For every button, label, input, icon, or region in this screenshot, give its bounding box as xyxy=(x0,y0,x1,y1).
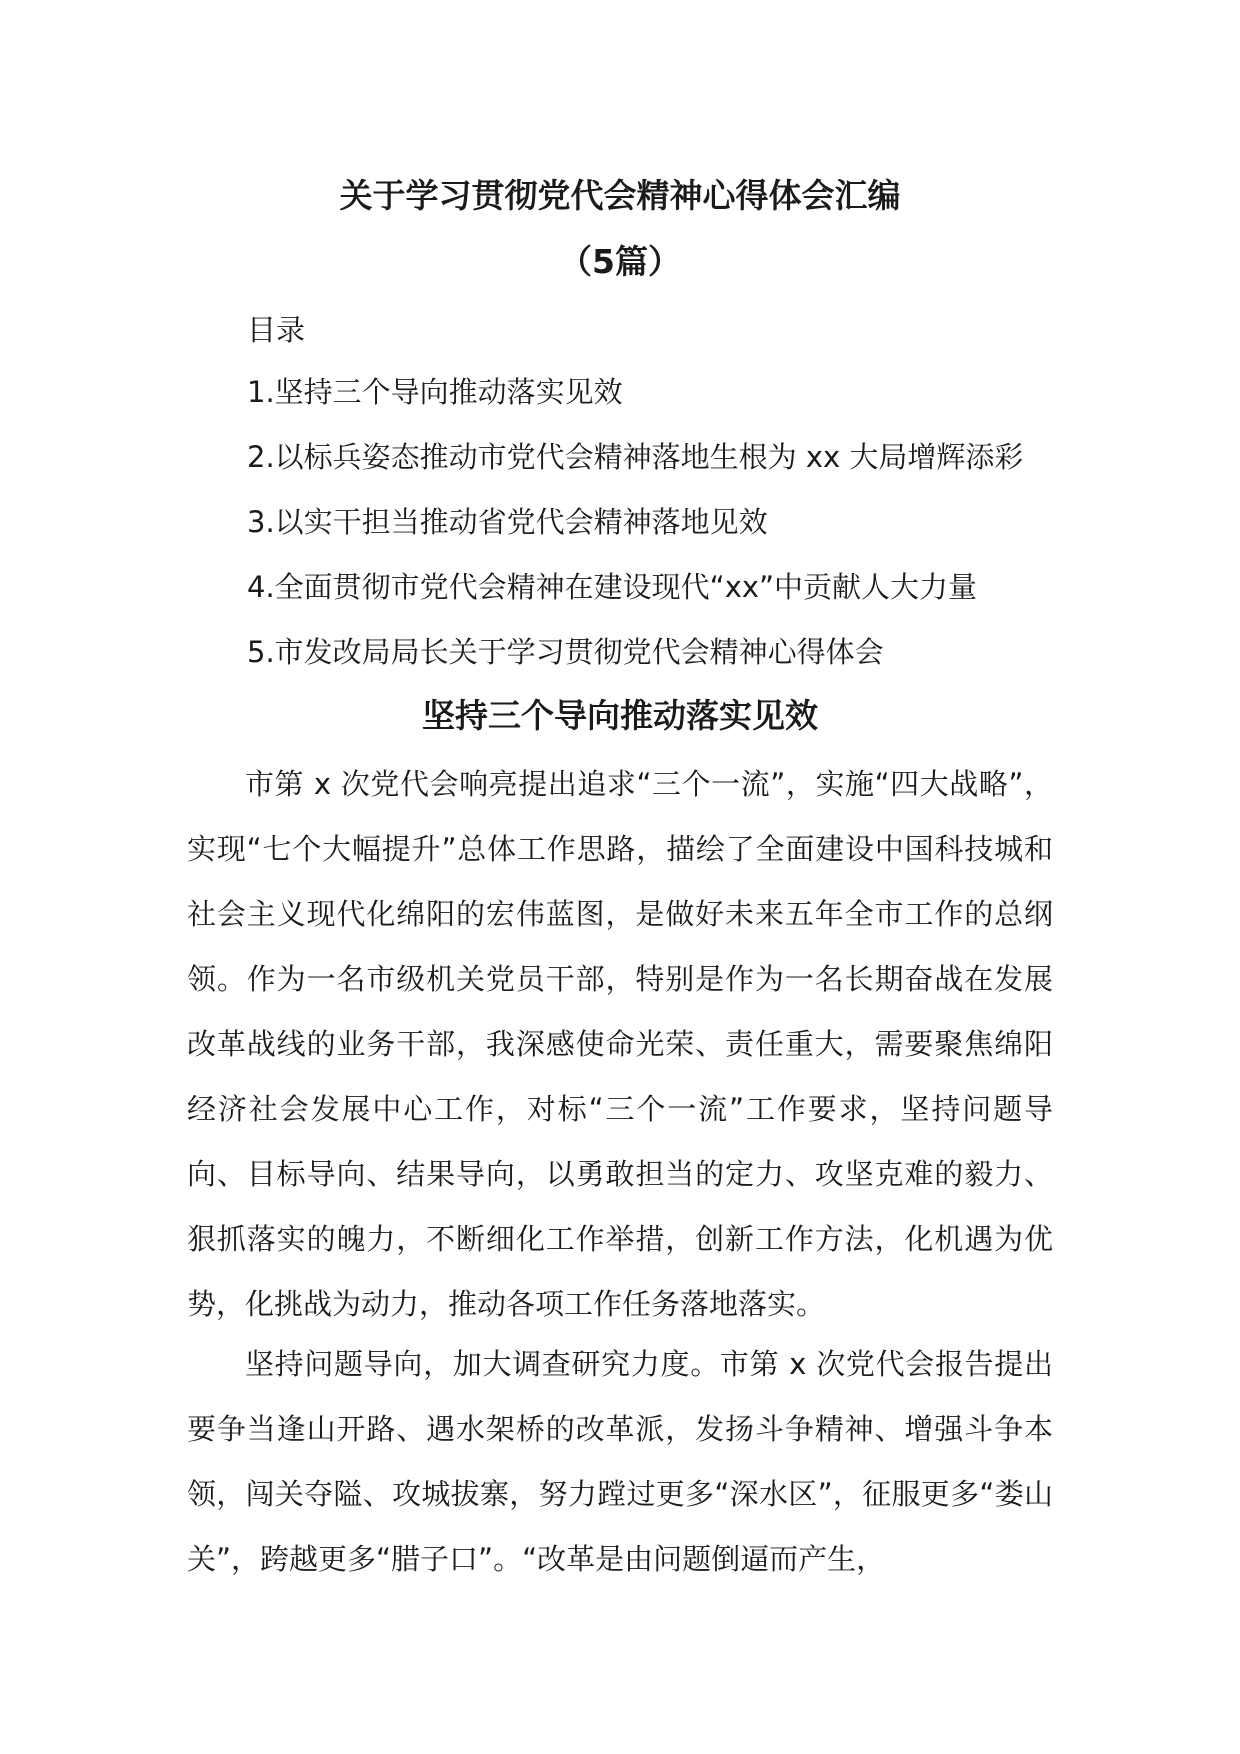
document-title: 关于学习贯彻党代会精神心得体会汇编 xyxy=(339,176,901,215)
toc-item-4: 4.全面贯彻市党代会精神在建设现代“xx”中贡献人大力量 xyxy=(247,570,978,604)
document-subtitle: （5篇） xyxy=(559,242,681,281)
toc-item-2: 2.以标兵姿态推动市党代会精神落地生根为 xx 大局增辉添彩 xyxy=(247,440,1024,474)
body-paragraph-2: 坚持问题导向，加大调查研究力度。市第 x 次党代会报告提出要争当逢山开路、遇水架桥的改革派，发扬斗争精神、增强斗争本领，闯关夺隘、攻城拔寨，努力蹚过更多“深水区”，征服更多“娄山关”，跨越更多“腊子口”。“改革是由问题倒逼而产生， xyxy=(187,1347,1053,1576)
body-paragraph-1: 市第 x 次党代会响亮提出追求“三个一流”，实施“四大战略”，实现“七个大幅提升”总体工作思路，描绘了全面建设中国科技城和社会主义现代化绵阳的宏伟蓝图，是做好未来五年全市工作的总纲领。作为一名市级机关党员干部，特别是作为一名长期奋战在发展改革战线的业务干部，我深感使命光荣、责任重大，需要聚焦绵阳经济社会发展中心工作，对标“三个一流”工作要求，坚持问题导向、目标导向、结果导向，以勇敢担当的定力、攻坚克难的毅力、狠抓落实的魄力，不断细化工作举措，创新工作方法，化机遇为优势，化挑战为动力，推动各项工作任务落地落实。 xyxy=(187,767,1053,1321)
toc-item-3: 3.以实干担当推动省党代会精神落地见效 xyxy=(247,505,768,539)
toc-heading: 目录 xyxy=(247,313,306,347)
section-title: 坚持三个导向推动落实见效 xyxy=(422,696,818,735)
toc-item-1: 1.坚持三个导向推动落实见效 xyxy=(247,375,623,409)
toc-item-5: 5.市发改局局长关于学习贯彻党代会精神心得体会 xyxy=(247,635,884,669)
table-of-contents xyxy=(247,372,1023,697)
